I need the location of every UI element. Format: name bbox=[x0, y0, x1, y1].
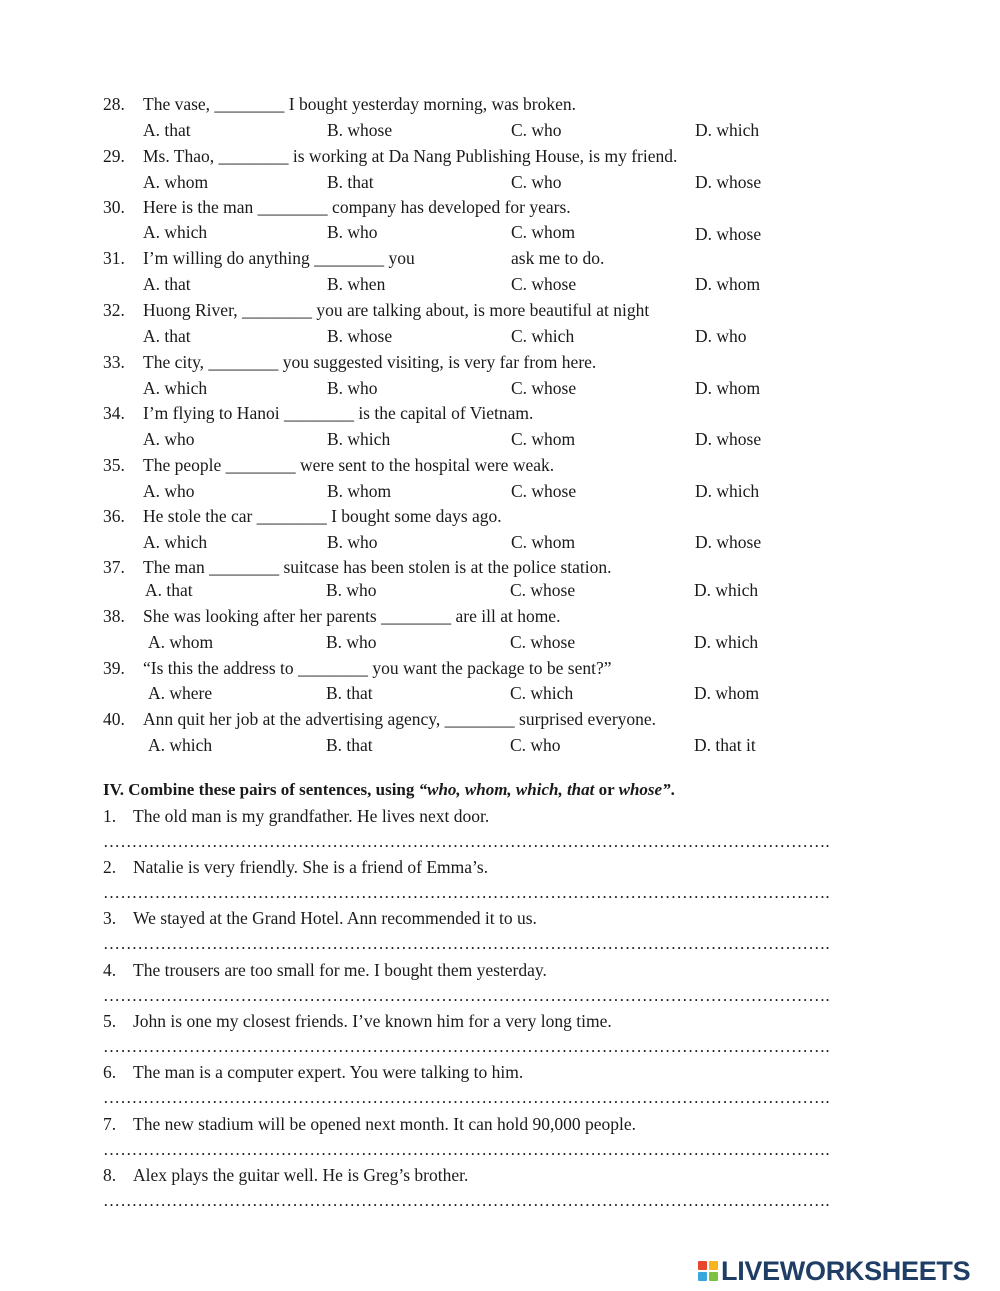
question-number: 37. bbox=[103, 557, 125, 577]
question-text-continued: ask me to do. bbox=[511, 248, 605, 268]
option-c[interactable]: C. who bbox=[511, 172, 562, 192]
question-text: The people ________ were sent to the hospital were weak. bbox=[143, 455, 555, 475]
question-text: “Is this the address to ________ you want the package to be sent?” bbox=[143, 658, 612, 678]
answer-line-3[interactable]: ………………………………………………………………………………………………………………. bbox=[103, 934, 830, 953]
option-a[interactable]: A. that bbox=[143, 326, 191, 346]
option-a[interactable]: A. that bbox=[145, 580, 193, 600]
option-d[interactable]: D. which bbox=[695, 481, 760, 501]
option-a[interactable]: A. that bbox=[143, 274, 191, 294]
question-number: 33. bbox=[103, 352, 125, 372]
question-number: 32. bbox=[103, 300, 125, 320]
section-heading-keywords: “who, whom, which, that bbox=[418, 780, 595, 799]
option-c[interactable]: C. which bbox=[510, 683, 574, 703]
question-text: I’m flying to Hanoi ________ is the capital of Vietnam. bbox=[143, 403, 534, 423]
option-b[interactable]: B. who bbox=[326, 580, 377, 600]
option-c[interactable]: C. whom bbox=[511, 222, 576, 242]
logo-cube bbox=[698, 1272, 707, 1281]
section-heading-prefix: IV. Combine these pairs of sentences, using bbox=[103, 780, 419, 799]
option-a[interactable]: A. which bbox=[143, 222, 208, 242]
option-d[interactable]: D. which bbox=[695, 120, 760, 140]
option-b[interactable]: B. whom bbox=[327, 481, 392, 501]
option-b[interactable]: B. who bbox=[326, 632, 377, 652]
option-d[interactable]: D. whom bbox=[695, 378, 761, 398]
question-text: She was looking after her parents ________ are ill at home. bbox=[143, 606, 561, 626]
section-heading-keyword-whose: whose” bbox=[618, 780, 671, 799]
option-b[interactable]: B. that bbox=[326, 683, 373, 703]
option-a[interactable]: A. who bbox=[143, 481, 195, 501]
item-text: The trousers are too small for me. I bought them yesterday. bbox=[133, 960, 547, 980]
item-number: 3. bbox=[103, 908, 117, 928]
option-c[interactable]: C. whose bbox=[511, 378, 577, 398]
logo-cube bbox=[698, 1261, 707, 1270]
liveworksheets-logo bbox=[698, 1256, 970, 1286]
item-number: 2. bbox=[103, 857, 117, 877]
option-d[interactable]: D. whom bbox=[695, 274, 761, 294]
option-b[interactable]: B. who bbox=[327, 532, 378, 552]
option-a[interactable]: A. whom bbox=[143, 172, 209, 192]
question-number: 34. bbox=[103, 403, 125, 423]
option-b[interactable]: B. whose bbox=[327, 326, 393, 346]
option-d[interactable]: D. whom bbox=[694, 683, 760, 703]
section-heading-suffix: . bbox=[670, 780, 675, 799]
question-text: The man ________ suitcase has been stolen is at the police station. bbox=[143, 557, 612, 577]
option-a[interactable]: A. which bbox=[143, 378, 208, 398]
question-number: 40. bbox=[103, 709, 125, 729]
option-d[interactable]: D. whose bbox=[695, 429, 762, 449]
option-c[interactable]: C. whose bbox=[510, 632, 576, 652]
item-text: Alex plays the guitar well. He is Greg’s brother. bbox=[133, 1165, 469, 1185]
section-heading-or: or bbox=[594, 780, 619, 799]
option-d[interactable]: D. which bbox=[694, 632, 759, 652]
logo-wordmark: LIVEWORKSHEETS bbox=[721, 1256, 971, 1286]
question-number: 36. bbox=[103, 506, 125, 526]
option-a[interactable]: A. which bbox=[143, 532, 208, 552]
option-b[interactable]: B. who bbox=[327, 378, 378, 398]
section-heading bbox=[103, 780, 675, 800]
item-text: John is one my closest friends. I’ve known him for a very long time. bbox=[133, 1011, 612, 1031]
option-a[interactable]: A. that bbox=[143, 120, 191, 140]
option-d[interactable]: D. whose bbox=[695, 172, 762, 192]
logo-cube bbox=[709, 1261, 718, 1270]
option-b[interactable]: B. when bbox=[327, 274, 386, 294]
option-a[interactable]: A. whom bbox=[148, 632, 214, 652]
item-number: 7. bbox=[103, 1114, 117, 1134]
option-d[interactable]: D. whose bbox=[695, 224, 762, 244]
question-number: 39. bbox=[103, 658, 125, 678]
question-number: 31. bbox=[103, 248, 125, 268]
option-c[interactable]: C. who bbox=[510, 735, 561, 755]
option-a[interactable]: A. who bbox=[143, 429, 195, 449]
option-b[interactable]: B. who bbox=[327, 222, 378, 242]
answer-line-4[interactable]: ………………………………………………………………………………………………………………. bbox=[103, 986, 830, 1005]
option-b[interactable]: B. whose bbox=[327, 120, 393, 140]
option-d[interactable]: D. which bbox=[694, 580, 759, 600]
option-d[interactable]: D. who bbox=[695, 326, 747, 346]
question-text: Here is the man ________ company has developed for years. bbox=[143, 197, 571, 217]
option-d[interactable]: D. that it bbox=[694, 735, 756, 755]
question-number: 28. bbox=[103, 94, 125, 114]
question-number: 30. bbox=[103, 197, 125, 217]
item-text: The new stadium will be opened next month. It can hold 90,000 people. bbox=[133, 1114, 637, 1134]
option-c[interactable]: C. whom bbox=[511, 429, 576, 449]
question-number: 38. bbox=[103, 606, 125, 626]
option-c[interactable]: C. whose bbox=[511, 481, 577, 501]
option-c[interactable]: C. whose bbox=[511, 274, 577, 294]
question-text: Huong River, ________ you are talking about, is more beautiful at night bbox=[143, 300, 650, 320]
question-text: Ms. Thao, ________ is working at Da Nang Publishing House, is my friend. bbox=[143, 146, 678, 166]
question-number: 29. bbox=[103, 146, 125, 166]
logo-cube bbox=[709, 1272, 718, 1281]
option-d[interactable]: D. whose bbox=[695, 532, 762, 552]
item-text: The old man is my grandfather. He lives next door. bbox=[133, 806, 490, 826]
answer-line-5[interactable]: ………………………………………………………………………………………………………………. bbox=[103, 1037, 830, 1056]
option-a[interactable]: A. where bbox=[148, 683, 213, 703]
option-c[interactable]: C. which bbox=[511, 326, 575, 346]
answer-line-2[interactable]: ………………………………………………………………………………………………………………. bbox=[103, 883, 830, 902]
answer-line-8[interactable]: ………………………………………………………………………………………………………………. bbox=[103, 1191, 830, 1210]
item-number: 6. bbox=[103, 1062, 117, 1082]
item-number: 5. bbox=[103, 1011, 117, 1031]
item-text: Natalie is very friendly. She is a friend of Emma’s. bbox=[133, 857, 489, 877]
question-text: He stole the car ________ I bought some days ago. bbox=[143, 506, 502, 526]
option-a[interactable]: A. which bbox=[148, 735, 213, 755]
answer-line-6[interactable]: ………………………………………………………………………………………………………………. bbox=[103, 1088, 830, 1107]
question-text: The vase, ________ I bought yesterday morning, was broken. bbox=[143, 94, 577, 114]
option-c[interactable]: C. whose bbox=[510, 580, 576, 600]
option-b[interactable]: B. which bbox=[327, 429, 391, 449]
item-number: 8. bbox=[103, 1165, 117, 1185]
answer-line-7[interactable]: ………………………………………………………………………………………………………………. bbox=[103, 1140, 830, 1159]
option-b[interactable]: B. that bbox=[327, 172, 374, 192]
answer-line-1[interactable]: ………………………………………………………………………………………………………………. bbox=[103, 832, 830, 851]
option-c[interactable]: C. who bbox=[511, 120, 562, 140]
option-c[interactable]: C. whom bbox=[511, 532, 576, 552]
question-number: 35. bbox=[103, 455, 125, 475]
question-text: The city, ________ you suggested visiting, is very far from here. bbox=[143, 352, 597, 372]
option-b[interactable]: B. that bbox=[326, 735, 373, 755]
question-text: Ann quit her job at the advertising agency, ________ surprised everyone. bbox=[143, 709, 657, 729]
question-text: I’m willing do anything ________ you bbox=[143, 248, 415, 268]
logo-cubes-icon bbox=[698, 1261, 718, 1281]
item-number: 1. bbox=[103, 806, 117, 826]
item-text: The man is a computer expert. You were talking to him. bbox=[133, 1062, 524, 1082]
item-number: 4. bbox=[103, 960, 117, 980]
item-text: We stayed at the Grand Hotel. Ann recommended it to us. bbox=[133, 908, 537, 928]
